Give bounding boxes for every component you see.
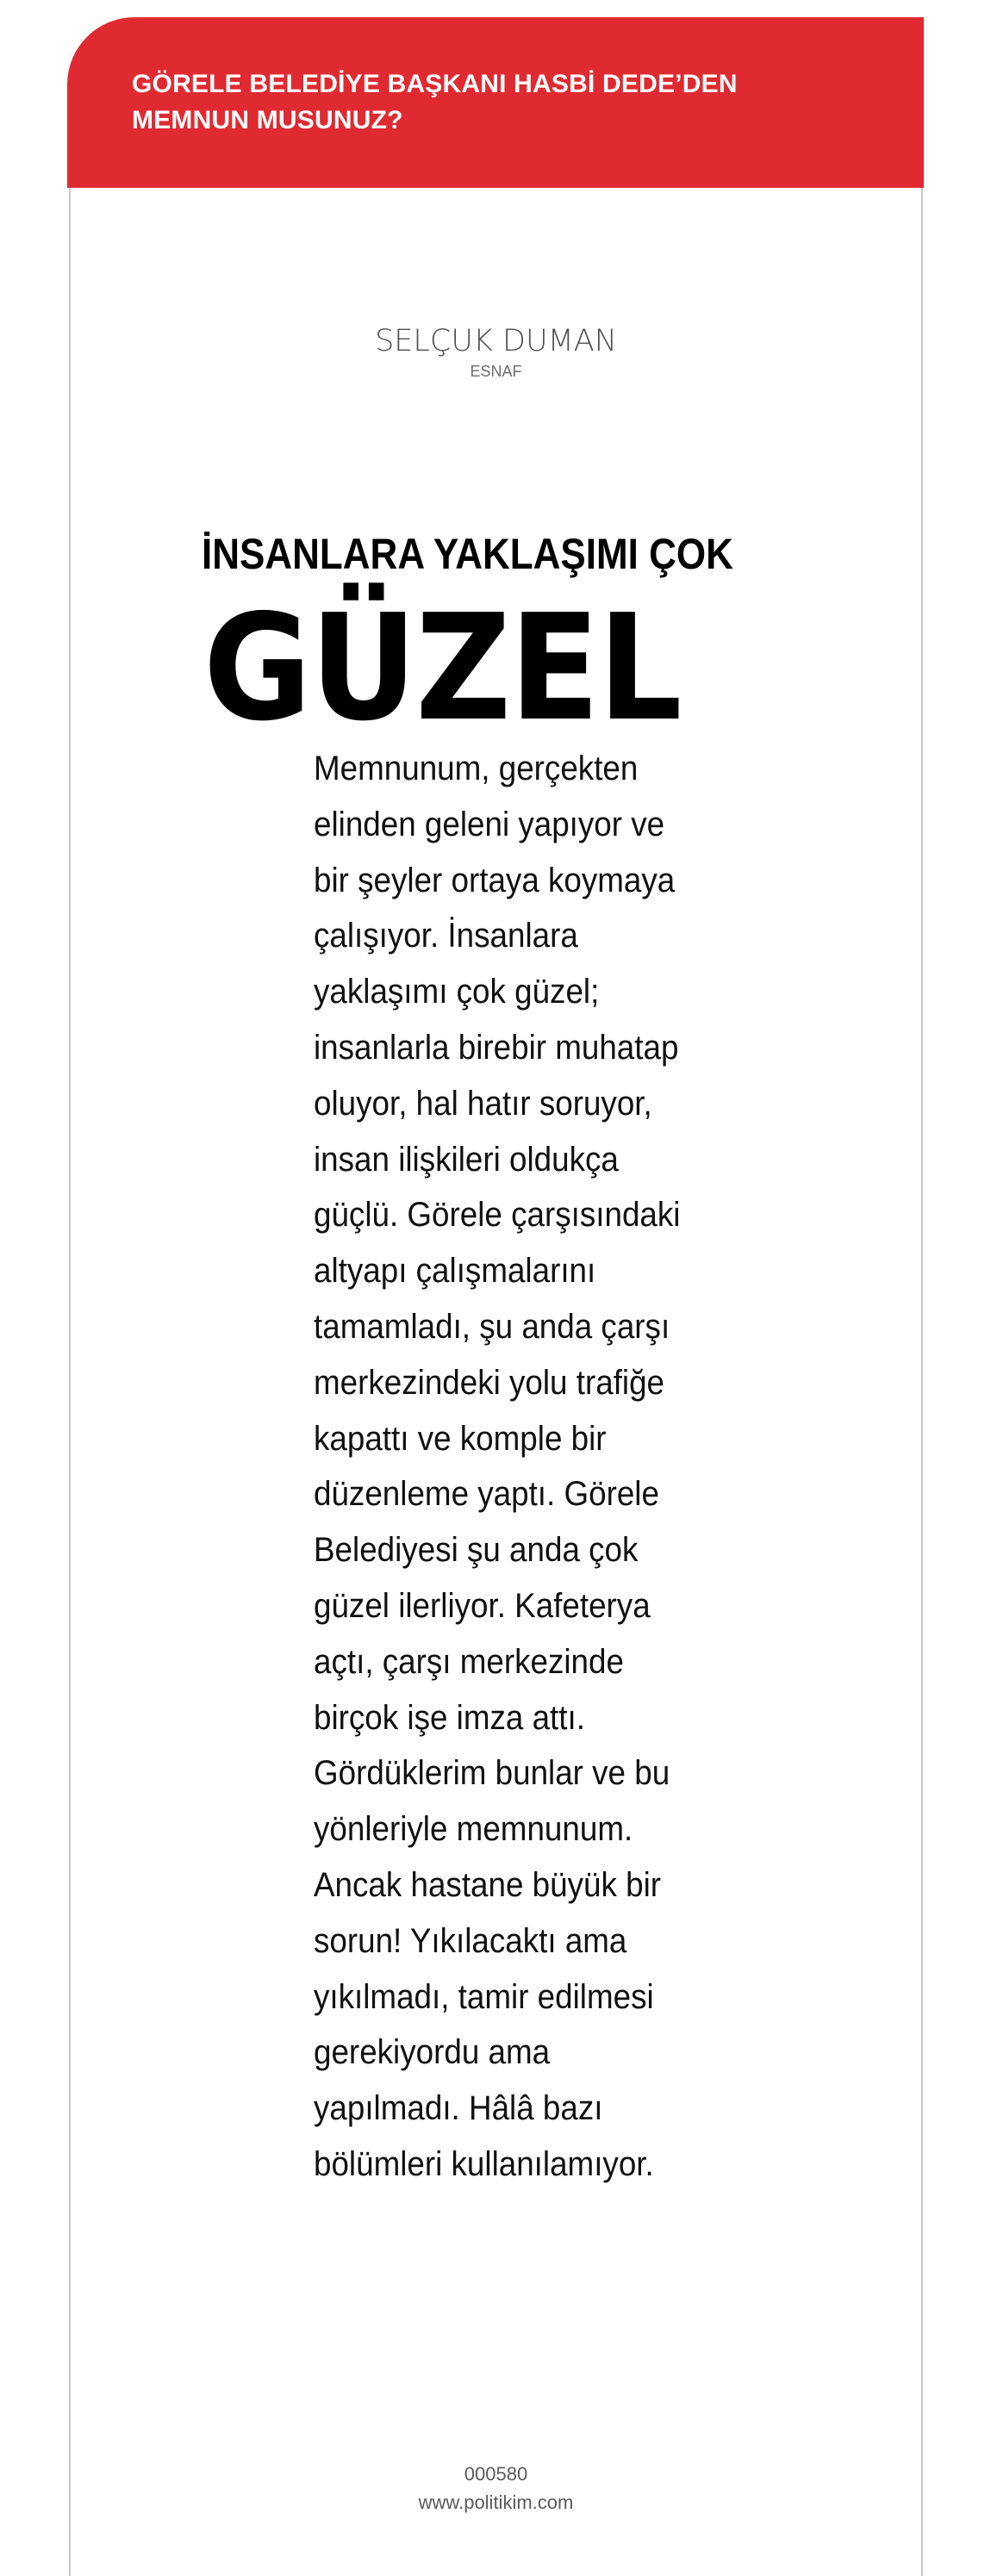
body-line: tamamladı, şu anda çarşı bbox=[314, 1307, 670, 1346]
footer-website: www.politikim.com bbox=[418, 2492, 574, 2513]
header-title-line-2: MEMNUN MUSUNUZ? bbox=[132, 106, 403, 134]
body-line: Memnunum, gerçekten bbox=[314, 750, 639, 787]
headline-big: GÜZEL bbox=[203, 583, 681, 754]
headline-small: İNSANLARA YAKLAŞIMI ÇOK bbox=[202, 530, 733, 578]
body-line: Ancak hastane büyük bir bbox=[314, 1865, 662, 1904]
body-line: oluyor, hal hatır soruyor, bbox=[314, 1084, 652, 1123]
header-title bbox=[132, 66, 873, 139]
body-line: güçlü. Görele çarşısındaki bbox=[314, 1196, 681, 1235]
body-line: yıkılmadı, tamir edilmesi bbox=[314, 1977, 654, 2016]
body-line: yaklaşımı çok güzel; bbox=[314, 973, 600, 1011]
body-line: insanlarla birebir muhatap bbox=[314, 1028, 679, 1067]
body-line: elinden geleni yapıyor ve bbox=[314, 805, 665, 843]
body-line: çalışıyor. İnsanlara bbox=[314, 917, 578, 955]
body-line: yönleriyle memnunum. bbox=[314, 1810, 633, 1849]
body-line: insan ilişkileri oldukça bbox=[314, 1140, 619, 1179]
header-banner bbox=[67, 17, 924, 188]
body-line: Belediyesi şu anda çok bbox=[314, 1531, 639, 1570]
body-line: bir şeyler ortaya koymaya bbox=[314, 861, 676, 899]
body-line: yapılmadı. Hâlâ bazı bbox=[314, 2089, 603, 2128]
body-line: düzenleme yaptı. Görele bbox=[314, 1475, 659, 1514]
body-line: merkezindeki yolu trafiğe bbox=[314, 1363, 665, 1402]
body-line: altyapı çalışmalarını bbox=[314, 1252, 596, 1291]
person-name: SELÇUK DUMAN bbox=[375, 324, 617, 358]
body-line: Gördüklerim bunlar ve bu bbox=[314, 1754, 670, 1793]
footer-code: 000580 bbox=[464, 2463, 528, 2485]
body-line: birçok işe imza attı. bbox=[314, 1698, 585, 1737]
body-line: açtı, çarşı merkezinde bbox=[314, 1642, 624, 1681]
footer bbox=[71, 2460, 921, 2517]
body-line: gerekiyordu ama bbox=[314, 2033, 551, 2072]
person-role: ESNAF bbox=[470, 363, 522, 380]
frame-right-border bbox=[921, 188, 923, 2576]
frame-left-border bbox=[69, 188, 71, 2576]
body-text bbox=[314, 741, 762, 2193]
person-block bbox=[71, 322, 921, 381]
header-title-line-1: GÖRELE BELEDİYE BAŞKANI HASBİ DEDE’DEN bbox=[132, 70, 738, 98]
body-line: kapattı ve komple bir bbox=[314, 1419, 607, 1458]
body-line: sorun! Yıkılacaktı ama bbox=[314, 1921, 627, 1960]
body-line: bölümleri kullanılamıyor. bbox=[314, 2144, 654, 2183]
body-line: güzel ilerliyor. Kafeterya bbox=[314, 1586, 651, 1625]
